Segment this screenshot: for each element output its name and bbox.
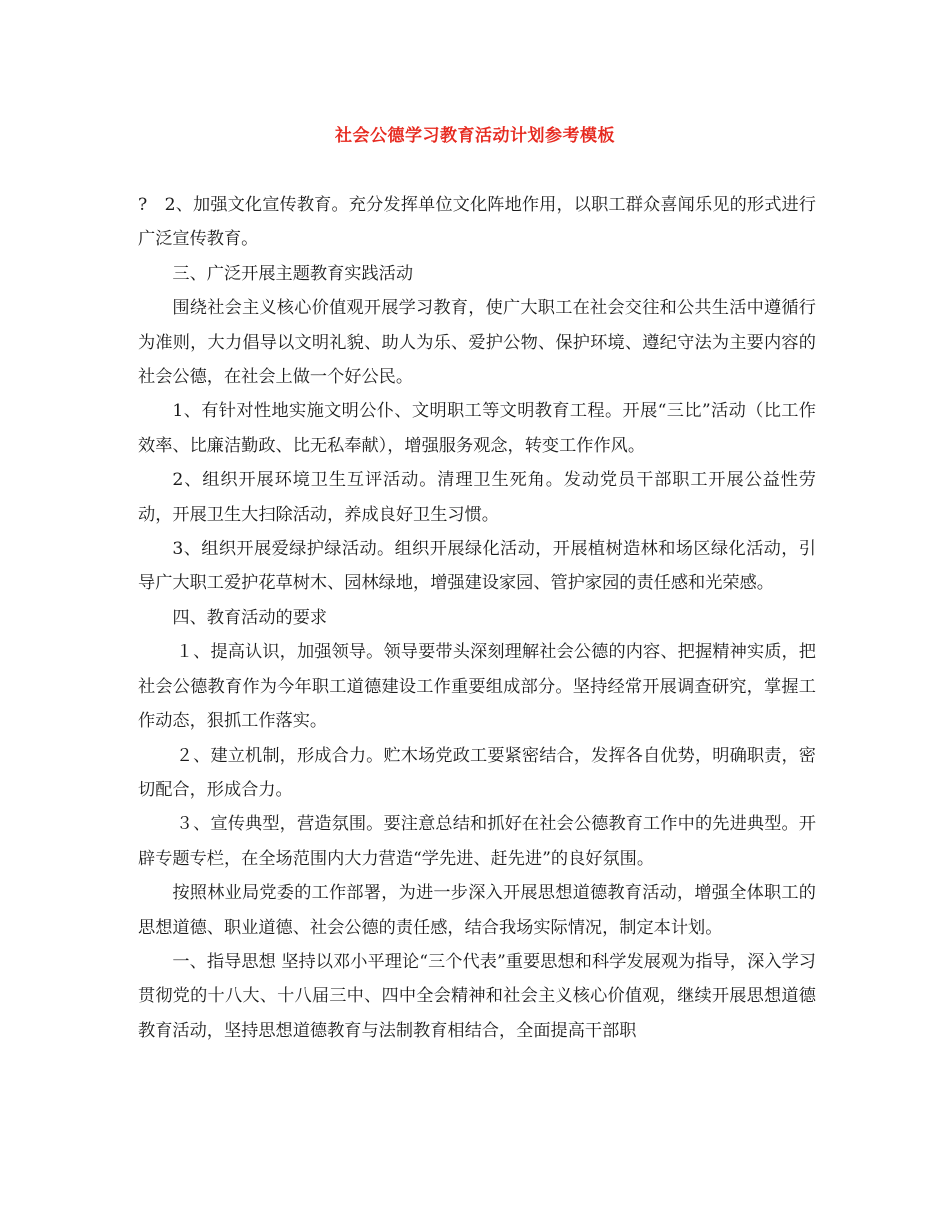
paragraph-core-values: 围绕社会主义核心价值观开展学习教育，使广大职工在社会交往和公共生活中遵循行为准则，大力倡导以文明礼貌、助人为乐、爱护公物、保护环境、遵纪守法为主要内容的社会公德，在社会上做一个好公民。 (138, 298, 816, 388)
paragraph-requirement-3: ３、宣传典型，营造氛围。要注意总结和抓好在社会公德教育工作中的先进典型。开辟专题专栏，在全场范围内大力营造“学先进、赶先进”的良好氛围。 (138, 814, 816, 869)
paragraph-requirement-2: ２、建立机制，形成合力。贮木场党政工要紧密结合，发挥各自优势，明确职责，密切配合，形成合力。 (138, 745, 816, 800)
document-body (138, 188, 816, 1048)
paragraph-culture-promotion: ? 2、加强文化宣传教育。充分发挥单位文化阵地作用，以职工群众喜闻乐见的形式进行广泛宣传教育。 (138, 195, 816, 250)
paragraph-item-2: 2、组织开展环境卫生互评活动。清理卫生死角。发动党员干部职工开展公益性劳动，开展卫生大扫除活动，养成良好卫生习惯。 (138, 470, 816, 525)
paragraph-item-1: 1、有针对性地实施文明公仆、文明职工等文明教育工程。开展“三比”活动（比工作效率、比廉洁勤政、比无私奉献），增强服务观念，转变工作作风。 (138, 401, 816, 456)
heading-section-three: 三、广泛开展主题教育实践活动 (172, 263, 414, 284)
paragraph-plan-intro: 按照林业局党委的工作部署，为进一步深入开展思想道德教育活动，增强全体职工的思想道德、职业道德、社会公德的责任感，结合我场实际情况，制定本计划。 (138, 883, 816, 938)
paragraph-guiding-thought: 一、指导思想 坚持以邓小平理论“三个代表”重要思想和科学发展观为指导，深入学习贯彻党的十八大、十八届三中、四中全会精神和社会主义核心价值观，继续开展思想道德教育活动，坚持思想道德教育与法制教育相结合，全面提高干部职 (138, 951, 816, 1041)
document-title: 社会公德学习教育活动计划参考模板 (335, 126, 615, 146)
paragraph-requirement-1: １、提高认识，加强领导。领导要带头深刻理解社会公德的内容、把握精神实质，把社会公德教育作为今年职工道德建设工作重要组成部分。坚持经常开展调查研究，掌握工作动态，狠抓工作落实。 (138, 642, 816, 732)
heading-section-four: 四、教育活动的要求 (172, 607, 328, 628)
paragraph-item-3: 3、组织开展爱绿护绿活动。组织开展绿化活动，开展植树造林和场区绿化活动，引导广大职工爱护花草树木、园林绿地，增强建设家园、管护家园的责任感和光荣感。 (138, 539, 816, 594)
